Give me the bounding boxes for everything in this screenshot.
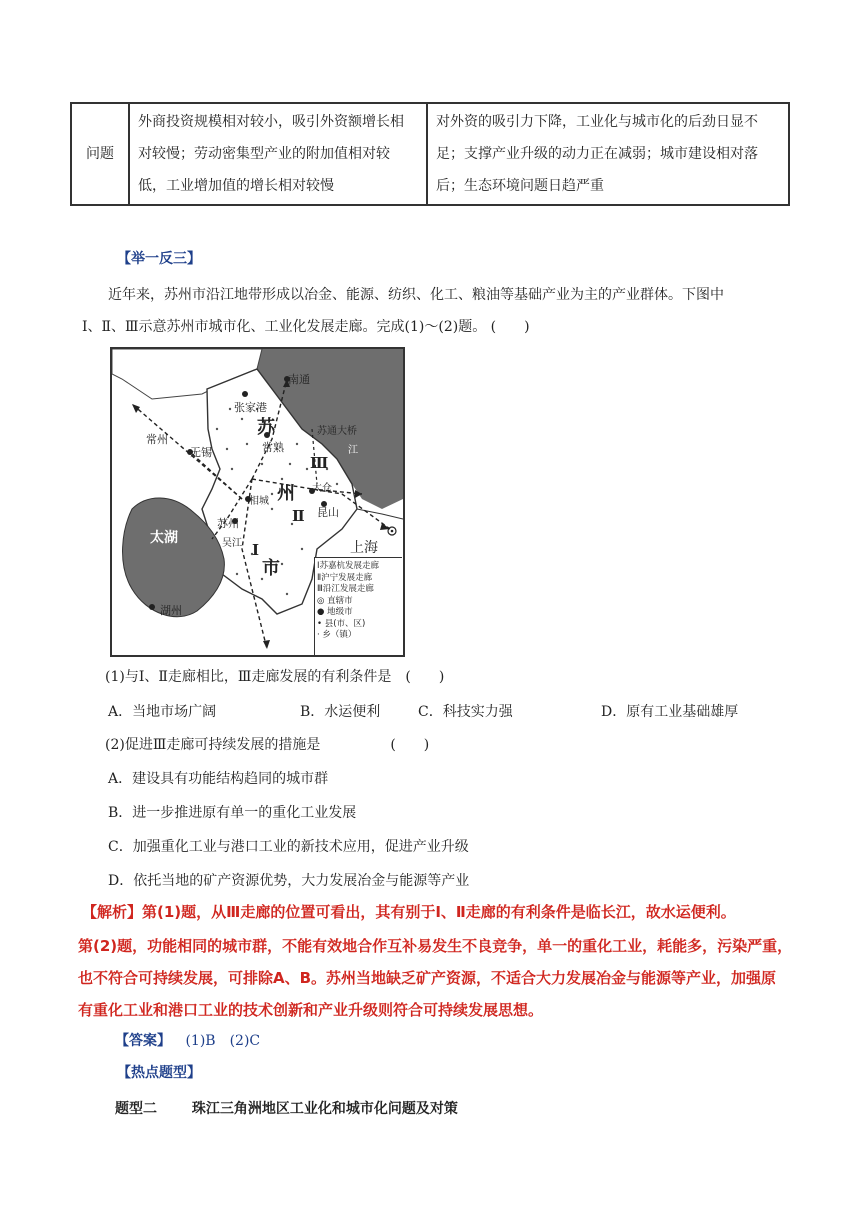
city-dot bbox=[149, 604, 155, 610]
town-symbol: · bbox=[317, 630, 320, 640]
q2-option-d: D．依托当地的矿产资源优势，大力发展冶金与能源等产业 bbox=[108, 873, 470, 889]
label-changshu: 常熟 bbox=[262, 441, 284, 454]
municipality-symbol: ◎ bbox=[317, 595, 325, 606]
q2-stem: (2)促进Ⅲ走廊可持续发展的措施是 ( ) bbox=[105, 737, 430, 753]
example-heading: 【举一反三】 bbox=[117, 251, 201, 267]
legend-item: • 县(市、区) bbox=[317, 618, 366, 629]
analysis-line-3: 也不符合可持续发展，可排除A、B。苏州当地缺乏矿产资源，不适合大力发展冶金与能源等产业，加强原 bbox=[78, 969, 777, 987]
q1-stem: (1)与Ⅰ、Ⅱ走廊相比，Ⅲ走廊发展的有利条件是 ( ) bbox=[105, 669, 445, 685]
q2-option-b: B．进一步推进原有单一的重化工业发展 bbox=[108, 805, 357, 821]
label-wuxi: 无锡 bbox=[190, 446, 212, 459]
q1-option-b: B．水运便利 bbox=[300, 704, 381, 720]
cell-line: 对较慢；劳动密集型产业的附加值相对较 bbox=[138, 146, 390, 162]
type-label: 题型二 bbox=[115, 1101, 157, 1117]
city-dot bbox=[242, 391, 248, 397]
q1-option-a: A．当地市场广阔 bbox=[108, 704, 217, 720]
arrowhead bbox=[132, 404, 140, 413]
problem-table bbox=[70, 102, 790, 206]
answer-text: (1)B (2)C bbox=[185, 1033, 261, 1049]
cell-line: 对外资的吸引力下降，工业化与城市化的后劲日显不 bbox=[436, 114, 758, 130]
county-symbol: • bbox=[317, 618, 323, 629]
label-nantong: 南通 bbox=[288, 373, 310, 386]
label-corridor-2: Ⅱ bbox=[292, 507, 305, 525]
label-changzhou: 常州 bbox=[146, 433, 168, 446]
shanghai-symbol-dot bbox=[391, 530, 394, 533]
label-xiangcheng: 相城 bbox=[249, 496, 269, 507]
cell-line: 外商投资规模相对较小，吸引外资额增长相 bbox=[138, 114, 404, 130]
legend-item: Ⅱ沪宁发展走廊 bbox=[317, 572, 373, 583]
table-cell-right bbox=[427, 103, 789, 205]
answer-label: 【答案】 bbox=[115, 1033, 171, 1049]
legend-item: ● 地级市 bbox=[317, 607, 353, 617]
q2-option-c: C．加强重化工业与港口工业的新技术应用，促进产业升级 bbox=[108, 839, 469, 855]
label-taihu: 太湖 bbox=[150, 530, 178, 546]
label-corridor-1: Ⅰ bbox=[252, 541, 260, 559]
label-shanghai: 上海 bbox=[350, 540, 378, 556]
hot-heading: 【热点题型】 bbox=[117, 1065, 201, 1081]
label-corridor-3: Ⅲ bbox=[310, 454, 329, 472]
map-legend bbox=[314, 557, 402, 655]
arrowhead bbox=[263, 640, 270, 649]
q1-option-d: D．原有工业基础雄厚 bbox=[601, 704, 739, 720]
intro-line-2: Ⅰ、Ⅱ、Ⅲ示意苏州市城市化、工业化发展走廊。完成(1)～(2)题。 ( ) bbox=[82, 319, 530, 335]
q2-option-a: A．建设具有功能结构趋同的城市群 bbox=[108, 771, 329, 787]
label-taicang: 太仓 bbox=[312, 483, 332, 494]
label-shi: 市 bbox=[262, 558, 280, 579]
label-zhangjiagang: 张家港 bbox=[234, 401, 267, 414]
suzhou-corridor-map bbox=[110, 347, 405, 657]
cell-line: 低，工业增加值的增长相对较慢 bbox=[138, 178, 334, 194]
label-zhou: 州 bbox=[277, 483, 295, 504]
analysis-line-2: 第(2)题，功能相同的城市群，不能有效地合作互补易发生不良竞争，单一的重化工业，耗能多，污染严重， bbox=[78, 937, 793, 955]
label-suzhou-city: 苏州 bbox=[217, 517, 239, 530]
label-kunshan: 昆山 bbox=[317, 506, 339, 519]
analysis-line-1: 【解析】第(1)题，从Ⅲ走廊的位置可看出，其有别于Ⅰ、Ⅱ走廊的有利条件是临长江，故水运便利。 bbox=[82, 903, 736, 921]
type-title: 珠江三角洲地区工业化和城市化问题及对策 bbox=[191, 1101, 458, 1117]
legend-item: Ⅲ沿江发展走廊 bbox=[317, 584, 374, 594]
analysis-line-4: 有重化工业和港口工业的技术创新和产业升级则符合可持续发展思想。 bbox=[78, 1001, 544, 1019]
legend-item: Ⅰ苏嘉杭发展走廊 bbox=[317, 561, 380, 571]
legend-item: · 乡（镇） bbox=[317, 630, 357, 640]
cell-line: 后；生态环境问题日趋严重 bbox=[436, 178, 604, 194]
cell-line: 足；支撑产业升级的动力正在减弱；城市建设相对落 bbox=[436, 146, 758, 162]
prefecture-symbol: ● bbox=[317, 607, 325, 617]
table-row-label: 问题 bbox=[71, 103, 129, 205]
label-huzhou: 湖州 bbox=[160, 604, 182, 617]
label-sutong-bridge: 苏通大桥 bbox=[317, 426, 357, 437]
intro-line-1: 近年来，苏州市沿江地带形成以冶金、能源、纺织、化工、粮油等基础产业为主的产业群体。下图中 bbox=[108, 287, 724, 303]
table-cell-left bbox=[129, 103, 427, 205]
answer-line bbox=[115, 1030, 260, 1050]
huangpu-river bbox=[357, 509, 403, 519]
type-line bbox=[115, 1098, 458, 1118]
label-wujiang: 吴江 bbox=[222, 538, 242, 549]
q1-option-c: C．科技实力强 bbox=[418, 704, 513, 720]
label-jiang: 江 bbox=[348, 445, 358, 456]
label-su: 苏 bbox=[257, 417, 275, 438]
legend-item: ◎ 直辖市 bbox=[317, 595, 353, 606]
